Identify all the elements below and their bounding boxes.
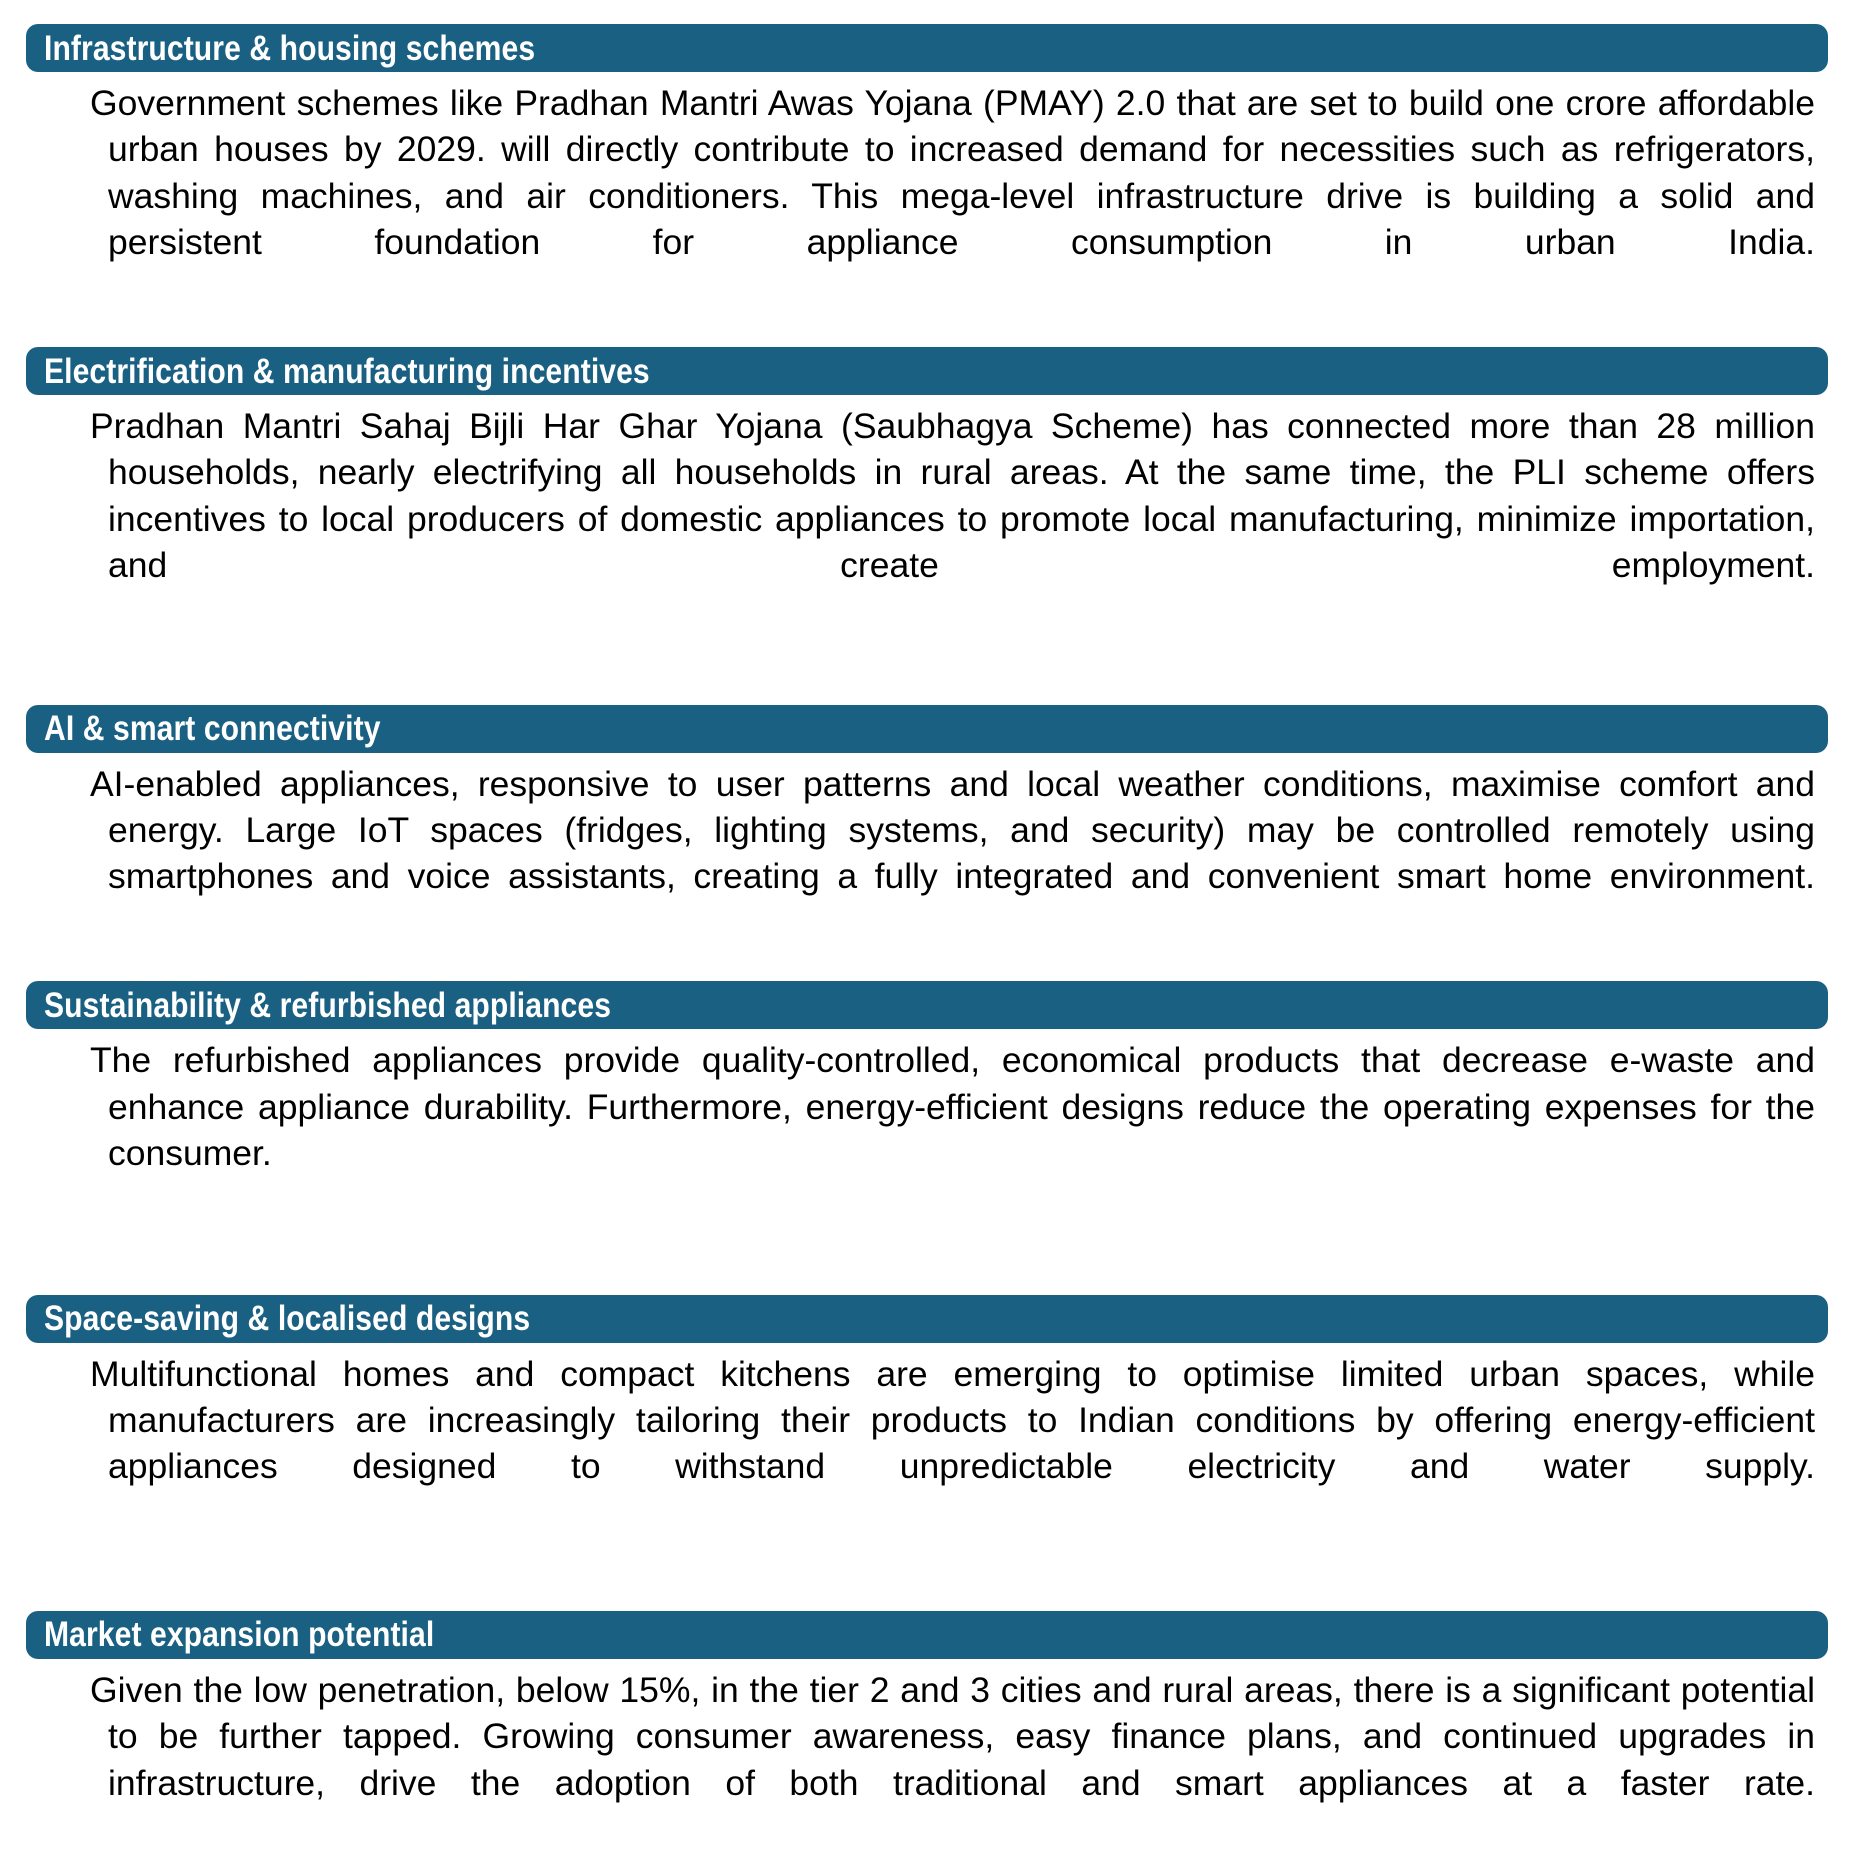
section-body-text: AI-enabled appliances, responsive to user patterns and local weather conditions, maximise comfort and energy. Large IoT spaces (fridges, lighting systems, and security) may be controlled remotely using smartphones and voice assistants, creating a fully integrated and convenient smart home environment.: [90, 763, 1815, 897]
section-electrification-manufacturing-incentives: [0, 347, 1866, 635]
section-ai-smart-connectivity: [0, 705, 1866, 946]
section-body-text: Pradhan Mantri Sahaj Bijli Har Ghar Yojana (Saubhagya Scheme) has connected more than 28 million households, nearly electrifying all households in rural areas. At the same time, the PLI scheme offers incentives to local producers of domestic appliances to promote local manufacturing, minimize importation, and create employment.: [90, 406, 1815, 585]
section-market-expansion-potential: [0, 1611, 1866, 1852]
section-body-text: Multifunctional homes and compact kitchens are emerging to optimise limited urban spaces, while manufacturers are increasingly tailoring their products to Indian conditions by offering energy-efficient appliances designed to withstand unpredictable electricity and water supply.: [90, 1353, 1815, 1487]
section-body-text: The refurbished appliances provide quality-controlled, economical products that decrease e-waste and enhance appliance durability. Furthermore, energy-efficient designs reduce the operating expenses for the consumer.: [90, 1040, 1815, 1173]
section-header-bar: [26, 1295, 1828, 1343]
section-header-bar: [26, 347, 1828, 395]
section-heading: Electrification & manufacturing incentives: [44, 351, 650, 391]
section-header-bar: [26, 1611, 1828, 1659]
section-header-bar: [26, 981, 1828, 1029]
section-heading: Space-saving & localised designs: [44, 1299, 531, 1339]
section-heading: Sustainability & refurbished appliances: [44, 985, 612, 1025]
section-header-bar: [26, 705, 1828, 753]
section-heading: AI & smart connectivity: [44, 709, 381, 749]
section-heading: Market expansion potential: [44, 1615, 435, 1655]
section-infrastructure-housing-schemes: [0, 24, 1866, 312]
section-body-text: Given the low penetration, below 15%, in the tier 2 and 3 cities and rural areas, there is a significant potential to be further tapped. Growing consumer awareness, easy finance plans, and continued upgrades in infrastructure, drive the adoption of both traditional and smart appliances at a faster rate.: [90, 1669, 1815, 1803]
section-heading: Infrastructure & housing schemes: [44, 28, 536, 68]
section-body-text: Government schemes like Pradhan Mantri Awas Yojana (PMAY) 2.0 that are set to build one crore affordable urban houses by 2029. will directly contribute to increased demand for necessities such as refrigerators, washing machines, and air conditioners. This mega-level infrastructure drive is building a solid and persistent foundation for appliance consumption in urban India.: [90, 83, 1815, 262]
section-sustainability-refurbished-appliances: [0, 981, 1866, 1222]
section-space-saving-localised-designs: [0, 1295, 1866, 1536]
section-header-bar: [26, 24, 1828, 72]
document-page: [0, 24, 1866, 1803]
